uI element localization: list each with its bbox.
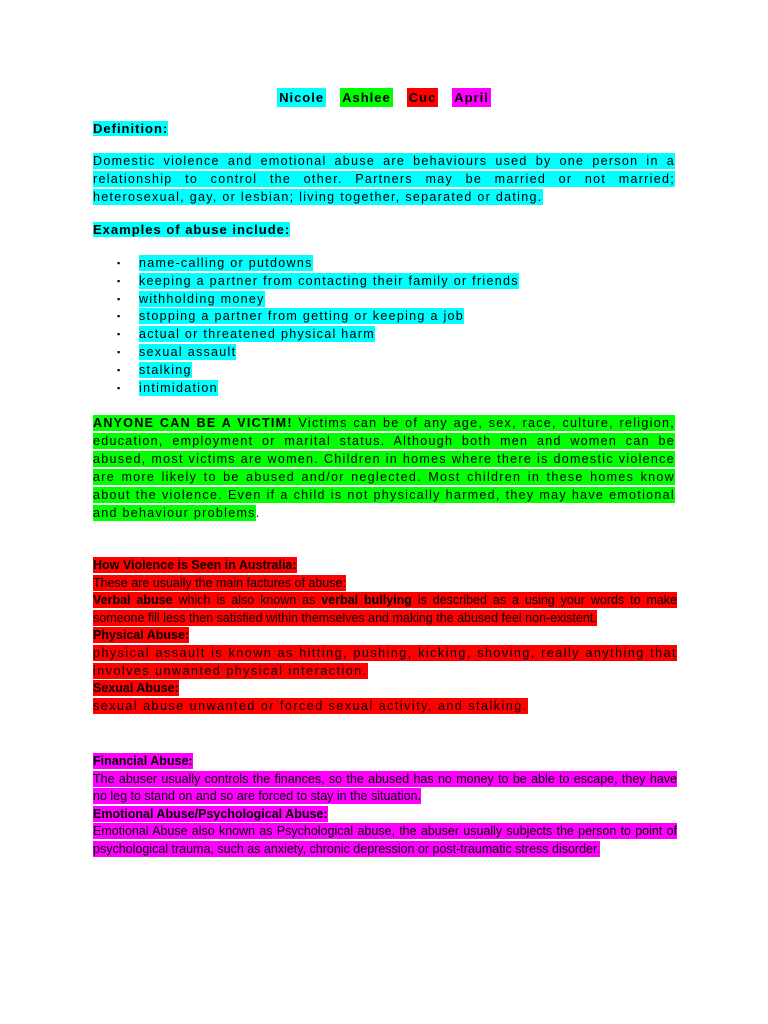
- verbal-bullying-term: verbal bullying: [321, 593, 412, 608]
- financial-section: [93, 753, 677, 859]
- list-item-text: stalking: [139, 362, 192, 377]
- australia-heading: How Violence is Seen in Australia:: [93, 558, 297, 572]
- author-names: [0, 88, 768, 107]
- sexual-abuse-heading: Sexual Abuse:: [93, 681, 179, 696]
- author-name-nicole: Nicole: [279, 90, 325, 105]
- definition-block: [93, 152, 675, 206]
- physical-abuse-heading-line: [93, 627, 677, 645]
- list-item: [93, 362, 675, 380]
- sexual-abuse-paragraph: [93, 698, 677, 716]
- victim-text: Victims can be of any age, sex, race, culture, religion, education, employment or marital status. Although both men and women can be abused, most victims are women. Children in homes where there is domestic violence are more likely to be abused and/or neglected. Most children in these homes know about the violence. Even if a child is not physically harmed, they may have emotional and behaviour problems: [93, 416, 675, 520]
- verbal-abuse-lead: Verbal abuse: [93, 593, 173, 608]
- examples-list: [93, 255, 675, 397]
- australia-intro: These are usually the main factures of abuse:: [93, 575, 346, 590]
- emotional-abuse-paragraph: [93, 823, 677, 858]
- examples-heading-block: [93, 221, 675, 239]
- definition-text: Domestic violence and emotional abuse are behaviours used by one person in a relationship to control the other. Partners may be married or not married; heterosexual, gay, or lesbian; living together, separated or dating.: [93, 154, 675, 204]
- victim-block: [93, 414, 675, 522]
- physical-abuse-paragraph: [93, 645, 677, 680]
- physical-abuse-heading: Physical Abuse:: [93, 628, 190, 643]
- financial-abuse-heading: Financial Abuse:: [93, 754, 193, 768]
- emotional-abuse-heading-line: [93, 806, 677, 824]
- verbal-abuse-text: is described as a using your words to make someone fill less then satisfied within themselves and making the abused feel non-existent.: [93, 593, 678, 625]
- sexual-abuse-heading-line: [93, 680, 677, 698]
- list-item-text: withholding money: [139, 291, 265, 306]
- emotional-abuse-heading: Emotional Abuse/Psychological Abuse:: [93, 806, 328, 821]
- definition-heading-block: [93, 120, 675, 138]
- victim-paragraph: [93, 414, 675, 522]
- author-name-cuc: Cuc: [408, 90, 437, 105]
- examples-heading: Examples of abuse include:: [93, 222, 291, 237]
- bullet-marker: ▪: [117, 364, 122, 375]
- australia-heading-line: [93, 557, 677, 575]
- list-item-text: stopping a partner from getting or keeping a job: [139, 309, 465, 324]
- list-item: [93, 291, 675, 309]
- physical-abuse-text: physical assault is known as hitting, pushing, kicking, shoving, really anything that involves unwanted physical interaction.: [93, 645, 677, 678]
- list-item: [93, 344, 675, 362]
- victim-end: .: [255, 506, 261, 520]
- sexual-abuse-text: sexual abuse unwanted or forced sexual activity, and stalking.: [93, 698, 528, 713]
- author-name-april: April: [454, 90, 489, 105]
- emotional-abuse-text: Emotional Abuse also known as Psychological abuse, the abuser usually subjects the person to point of psychological trauma, such as anxiety, chronic depression or post-traumatic stress disorder.: [93, 824, 677, 856]
- definition-paragraph: [93, 152, 675, 206]
- bullet-marker: ▪: [117, 275, 122, 286]
- bullet-marker: ▪: [117, 329, 122, 340]
- author-name-ashlee: Ashlee: [342, 90, 391, 105]
- australia-intro-line: [93, 575, 677, 593]
- examples-list-block: [93, 255, 675, 397]
- financial-abuse-paragraph: [93, 771, 677, 806]
- bullet-marker: ▪: [117, 258, 122, 268]
- list-item: [93, 255, 675, 273]
- victim-lead: ANYONE CAN BE A VICTIM!: [93, 416, 293, 430]
- list-item: [93, 273, 675, 291]
- bullet-marker: ▪: [117, 382, 122, 393]
- list-item-text: sexual assault: [139, 344, 237, 359]
- bullet-marker: ▪: [117, 293, 122, 304]
- list-item-text: actual or threatened physical harm: [139, 327, 375, 342]
- bullet-marker: ▪: [117, 346, 122, 357]
- financial-abuse-heading-line: [93, 753, 677, 771]
- list-item-text: name-calling or putdowns: [139, 256, 313, 270]
- list-item-text: intimidation: [139, 380, 218, 395]
- list-item: [93, 380, 675, 398]
- verbal-abuse-mid: which is also known as: [172, 593, 322, 608]
- australia-section: [93, 557, 677, 715]
- bullet-marker: ▪: [117, 311, 122, 322]
- list-item-text: keeping a partner from contacting their family or friends: [139, 273, 519, 288]
- financial-abuse-text: The abuser usually controls the finances, so the abused has no money to be able to escape, they have no leg to stand on and so are forced to stay in the situation.: [93, 771, 677, 804]
- list-item: [93, 326, 675, 344]
- verbal-abuse-paragraph: [93, 592, 677, 627]
- list-item: [93, 308, 675, 326]
- definition-heading: Definition:: [93, 121, 169, 136]
